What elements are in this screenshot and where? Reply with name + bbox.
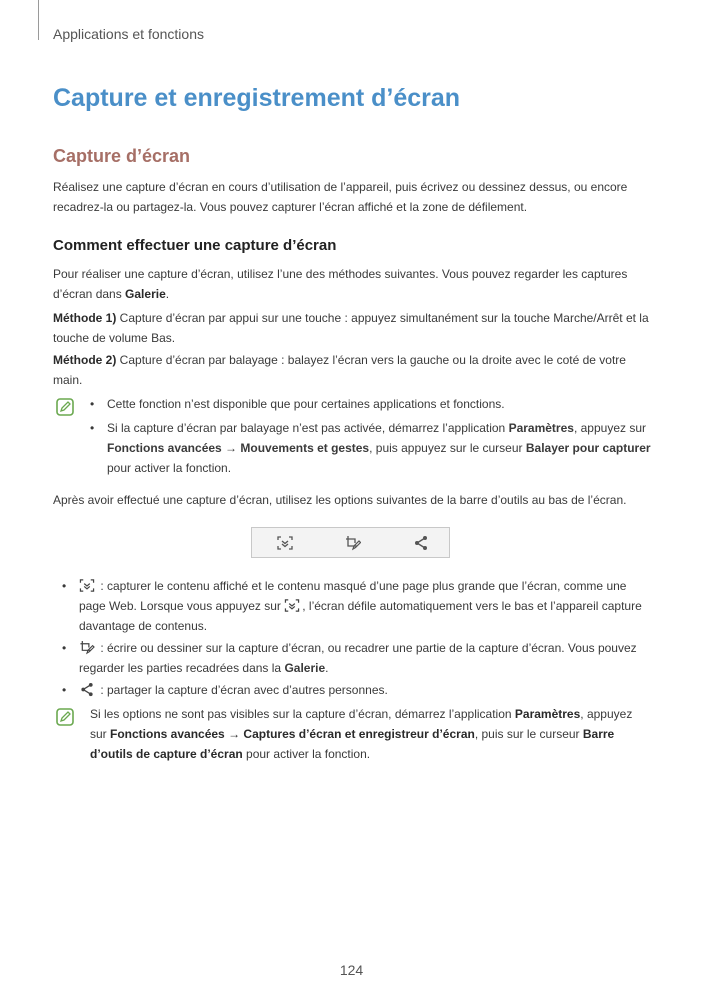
galerie-bold: Galerie: [125, 287, 166, 301]
scroll-capture-icon: [284, 598, 300, 613]
arrow: →: [224, 727, 244, 741]
note-icon: [56, 708, 74, 726]
note-1-bullet-1-text: Cette fonction n’est disponible que pour certaines applications et fonctions.: [107, 397, 505, 411]
section-intro: Réalisez une capture d’écran en cours d’utilisation de l’appareil, puis écrivez ou dessinez dessus, ou encore recadrez-la ou partagez-la. Vous pouvez capturer l’écran affiché et la zone de défilement.: [53, 180, 628, 214]
method-2-label: Méthode 2): [53, 353, 117, 367]
howto-title: Comment effectuer une capture d’écran: [53, 237, 337, 254]
fonctions-avancees-bold: Fonctions avancées: [110, 727, 225, 741]
note-1-text-i: pour activer la fonction.: [107, 461, 232, 475]
howto-intro-end: .: [165, 287, 170, 301]
option-edit-text-c: .: [325, 661, 329, 675]
note-icon: [56, 398, 74, 416]
bullet-dot: •: [62, 579, 67, 593]
share-icon: [79, 682, 95, 697]
page-title: Capture et enregistrement d’écran: [53, 84, 461, 112]
howto-intro-text: Pour réaliser une capture d’écran, utilisez l’une des méthodes suivantes. Vous pouvez regarder les captures d’écran dans: [53, 267, 628, 301]
method-2: [53, 350, 653, 390]
bullet-dot: •: [90, 397, 95, 411]
option-scroll-text-a: : capturer le contenu affiché et le contenu masqué d’une page plus grande que l’écran, comme une page Web. Lorsque vous appuyez sur: [79, 579, 627, 613]
method-1-label: Méthode 1): [53, 311, 117, 325]
share-icon[interactable]: [413, 535, 429, 551]
note-1-text-c: , appuyez sur: [573, 421, 646, 435]
option-scroll-text-b: , l’écran défile automatiquement vers le bas et l’appareil capture davantage de contenus.: [79, 599, 642, 633]
howto-intro: [53, 264, 653, 304]
note-1-bullet-1: [90, 394, 653, 414]
running-header: Applications et fonctions: [53, 26, 204, 42]
parametres-bold: Paramètres: [508, 421, 574, 435]
note-1-bullet-2: [90, 418, 653, 478]
margin-rule: [38, 0, 39, 40]
barre-outils-bold: Barre d’outils de capture d’écran: [90, 727, 615, 761]
option-edit: [62, 638, 653, 678]
fonctions-avancees-bold: Fonctions avancées: [107, 441, 222, 455]
note-2-text: [90, 704, 645, 764]
method-1: [53, 308, 653, 348]
arrow: →: [221, 441, 241, 455]
edit-crop-icon: [79, 640, 95, 655]
option-scroll-capture: [62, 576, 653, 636]
bullet-dot: •: [90, 421, 95, 435]
scroll-capture-icon[interactable]: [277, 535, 293, 551]
option-share-text: : partager la capture d’écran avec d’autres personnes.: [97, 683, 388, 697]
bullet-dot: •: [62, 641, 67, 655]
note-2-a: Si les options ne sont pas visibles sur la capture d’écran, démarrez l’application: [90, 707, 515, 721]
method-1-text: Capture d’écran par appui sur une touche : appuyez simultanément sur la touche Marche/Arrêt et la touche de volume Bas.: [53, 311, 649, 345]
bullet-dot: •: [62, 683, 67, 697]
page-number: 124: [339, 962, 364, 978]
note-2-i: pour activer la fonction.: [242, 747, 371, 761]
after-capture-text: Après avoir effectué une capture d’écran, utilisez les options suivantes de la barre d’outils au bas de l’écran.: [53, 493, 627, 507]
note-2-c: , appuyez sur: [90, 707, 633, 741]
mouvements-gestes-bold: Mouvements et gestes: [240, 441, 370, 455]
method-2-text: Capture d’écran par balayage : balayez l’écran vers la gauche ou la droite avec le coté de votre main.: [53, 353, 626, 387]
captures-enregistreur-bold: Captures d’écran et enregistreur d’écran: [243, 727, 475, 741]
edit-crop-icon[interactable]: [345, 535, 361, 551]
note-2-g: , puis sur le curseur: [474, 727, 583, 741]
scroll-capture-icon: [79, 578, 95, 593]
section-title: Capture d’écran: [53, 146, 191, 166]
option-edit-text-a: : écrire ou dessiner sur la capture d’écran, ou recadrer une partie de la capture d’écran. Vous pouvez regarder les parties recadrées dans la: [79, 641, 637, 675]
note-1-text-g: , puis appuyez sur le curseur: [369, 441, 526, 455]
note-1-list: [90, 394, 653, 478]
capture-toolbar: [251, 527, 450, 558]
options-list: [62, 576, 653, 700]
galerie-bold: Galerie: [284, 661, 326, 675]
option-share: [62, 680, 653, 700]
note-1-text-a: Si la capture d’écran par balayage n’est pas activée, démarrez l’application: [107, 421, 509, 435]
parametres-bold: Paramètres: [514, 707, 581, 721]
balayer-capturer-bold: Balayer pour capturer: [525, 441, 651, 455]
